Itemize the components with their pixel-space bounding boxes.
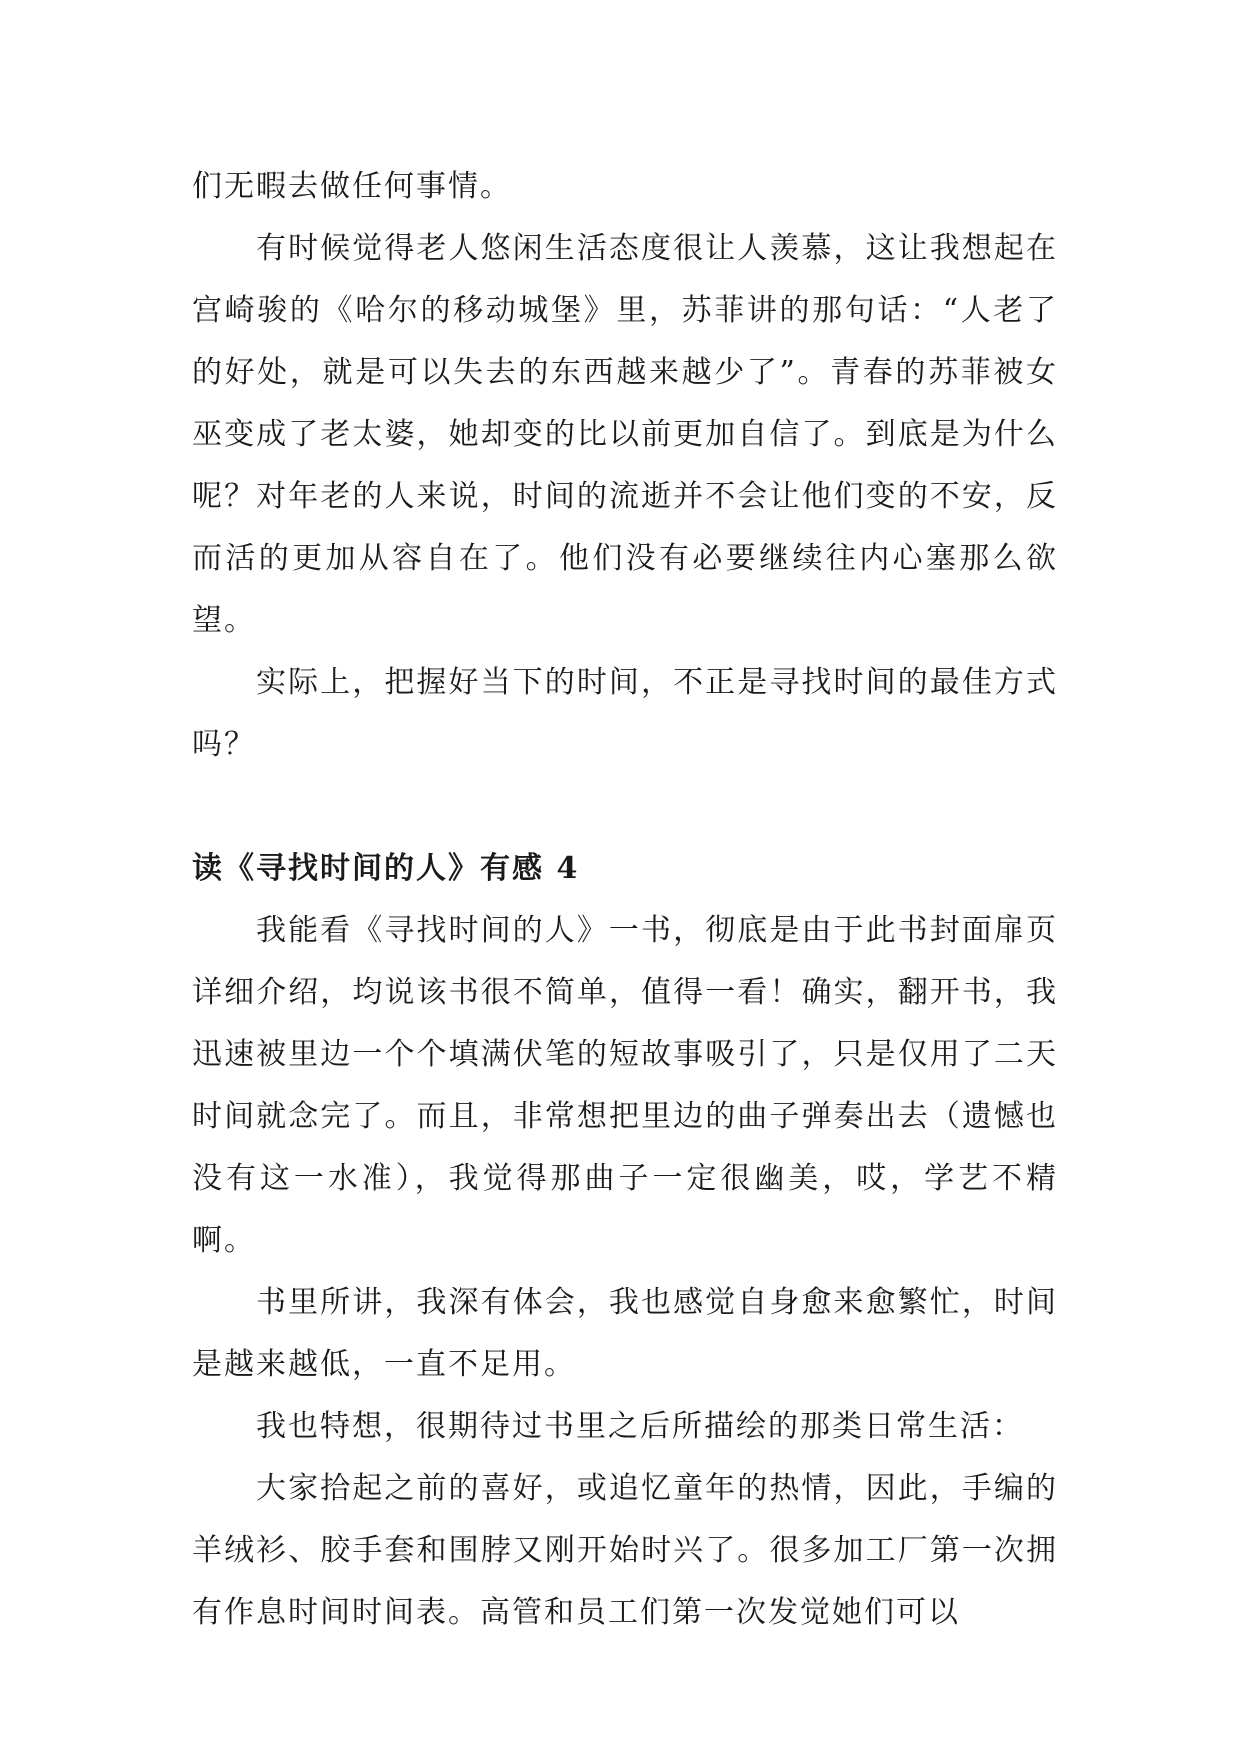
document-page [192,156,1058,1644]
paragraph: 实际上，把握好当下的时间，不正是寻找时间的最佳方式吗？ [192,665,1058,762]
section-heading: 读《寻找时间的人》有感 4 [192,851,580,886]
paragraph: 我也特想，很期待过书里之后所描绘的那类日常生活： [256,1409,1024,1444]
paragraph: 书里所讲，我深有体会，我也感觉自身愈来愈繁忙，时间是越来越低，一直不足用。 [192,1285,1058,1382]
paragraph: 们无暇去做任何事情。 [192,169,512,204]
paragraph: 大家拾起之前的喜好，或追忆童年的热情，因此，手编的羊绒衫、胶手套和围脖又刚开始时兴了。很多加工厂第一次拥有作息时间时间表。高管和员工们第一次发觉她们可以 [192,1471,1058,1630]
paragraph: 有时候觉得老人悠闲生活态度很让人羡慕，这让我想起在宫崎骏的《哈尔的移动城堡》里，苏菲讲的那句话：“人老了的好处，就是可以失去的东西越来越少了”。青春的苏菲被女巫变成了老太婆，她却变的比以前更加自信了。到底是为什么呢？对年老的人来说，时间的流逝并不会让他们变的不安，反而活的更加从容自在了。他们没有必要继续往内心塞那么欲望。 [192,231,1058,638]
paragraph: 我能看《寻找时间的人》一书，彻底是由于此书封面扉页详细介绍，均说该书很不简单，值得一看！确实，翻开书，我迅速被里边一个个填满伏笔的短故事吸引了，只是仅用了二天时间就念完了。而且，非常想把里边的曲子弹奏出去（遗憾也没有这一水准），我觉得那曲子一定很幽美，哎，学艺不精啊。 [192,913,1058,1258]
